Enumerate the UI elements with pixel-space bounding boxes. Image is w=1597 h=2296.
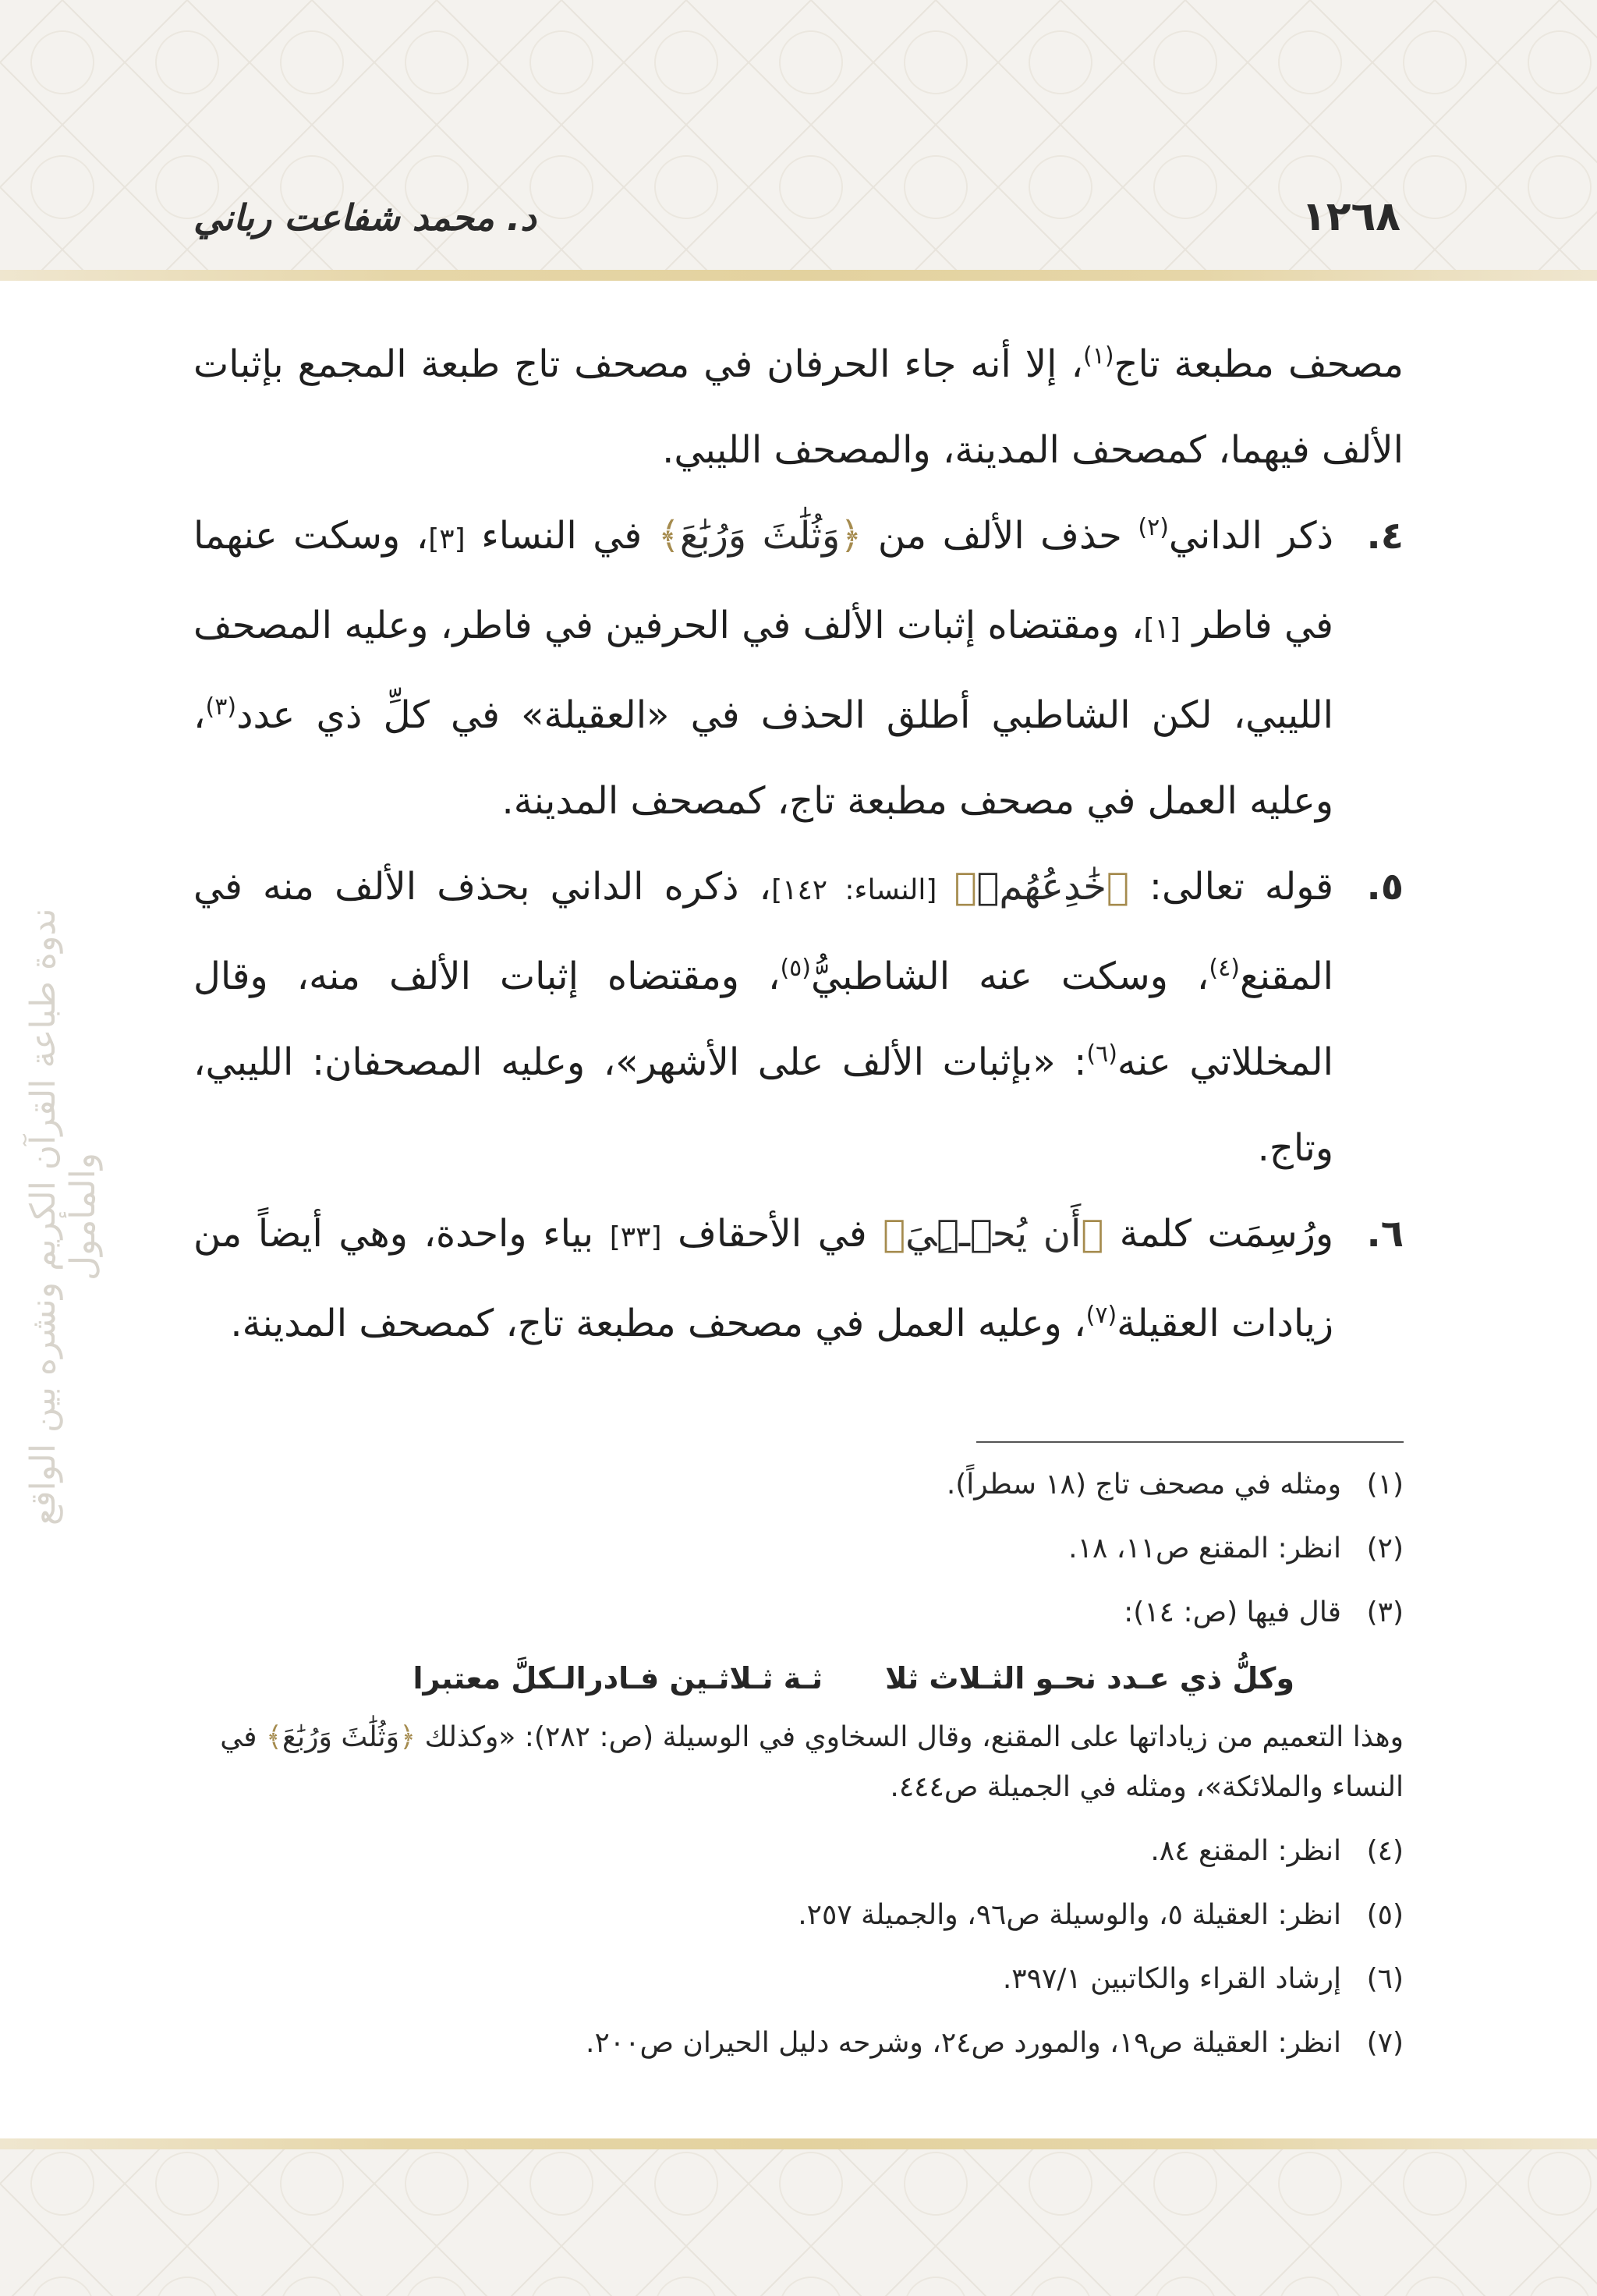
top-gold-band — [0, 270, 1597, 281]
intro-paragraph: مصحف مطبعة تاج$^{(١)}$، إلا أنه جاء الحرفان في مصحف تاج طبعة المجمع بإثبات الألف فيهما، كمصحف المدينة، والمصحف الليبي. — [193, 342, 1404, 472]
item-number: ٤. — [1366, 514, 1404, 558]
footnote: (٤) انظر: المقنع ٨٤. — [1150, 1835, 1404, 1867]
footnotes — [193, 1460, 1404, 2082]
footnote: (١) ومثله في مصحف تاج (١٨ سطراً). — [946, 1469, 1404, 1501]
main-text — [193, 321, 1404, 1366]
verse-reference: [النساء: ١٤٢] — [771, 874, 954, 906]
footnote-ref: (٥) — [780, 955, 812, 982]
footnote-ref: (٢) — [1138, 514, 1169, 541]
footnote: (٣) قال فيها (ص: ١٤): — [1124, 1596, 1404, 1628]
list-item: ٦. ورُسِمَت كلمة ﴿أَن يُحۡـِۧيَ﴾ في الأحقاف [٣٣] بياء واحدة، وهي أيضاً من زيادات العقيلة$^{(٧)}$، وعليه العمل في مصحف مطبعة تاج، كمصحف المدينة. — [193, 1191, 1404, 1366]
author-name: د. محمد شفاعت رباني — [193, 197, 536, 239]
footnote-ref: (٦) — [1086, 1040, 1117, 1068]
quran-text: أَن يُحۡـِۧيَ — [905, 1212, 1082, 1256]
footnote: (٧) انظر: العقيلة ص١٩، والمورد ص٢٤، وشرحه دليل الحيران ص٢٠٠. — [585, 2027, 1404, 2059]
footnote-continuation: وهذا التعميم من زياداتها على المقنع، وقال السخاوي في الوسيلة (ص: ٢٨٢): «وكذلك ﴿وَثُلَٰثَ وَرُبَٰعَ﴾ في النساء والملائكة»، ومثله في الجميلة ص٤٤٤. — [220, 1721, 1404, 1803]
verse-reference: [٣] — [428, 523, 466, 555]
bottom-gold-band — [0, 2138, 1597, 2149]
quran-text: وَثُلَٰثَ وَرُبَٰعَ — [282, 1721, 400, 1753]
footnote-ref: (١) — [1082, 342, 1114, 370]
footnote: (٥) انظر: العقيلة ٥، والوسيلة ص٩٦، والجميلة ٢٥٧. — [798, 1899, 1404, 1931]
verse-reference: [١] — [1143, 613, 1181, 645]
verse-reference: [٣٣] — [609, 1221, 662, 1253]
list-item: ٤. ذكر الداني$^{(٢)}$ حذف الألف من ﴿وَثُلَٰثَ وَرُبَٰعَ﴾ في النساء [٣]، وسكت عنهما في فاطر [١]، ومقتضاه إثبات الألف في الحرفين في فاطر، وعليه المصحف الليبي، لكن الشاطبي أطلق الحذف في «العقيلة» في كلِّ ذي عدد$^{(٣)}$، وعليه العمل في مصحف مطبعة تاج، كمصحف المدينة. — [193, 493, 1404, 844]
list-item: ٥. قوله تعالى: ﴿خَٰدِعُهُمۡ﴾ [النساء: ١٤٢]، ذكره الداني بحذف الألف منه في المقنع$^{(٤)}$، وسكت عنه الشاطبيُّ$^{(٥)}$، ومقتضاه إثبات الألف منه، وقال المخللاتي عنه$^{(٦)}$: «بإثبات الألف على الأشهر»، وعليه المصحفان: الليبي، وتاج. — [193, 844, 1404, 1191]
poem-verse — [193, 1653, 1404, 1703]
quran-text: وَثُلَٰثَ وَرُبَٰعَ — [679, 514, 841, 558]
quran-text: خَٰدِعُهُمۡ — [976, 865, 1107, 909]
item-number: ٦. — [1366, 1212, 1404, 1256]
side-symposium-title: ندوة طباعة القرآن الكريم ونشره بين الواقع والمأمول — [23, 908, 103, 1525]
footnote: (٦) إرشاد القراء والكاتبين ٣٩٧/١. — [1002, 1963, 1404, 1995]
footnote-ref: (٤) — [1209, 955, 1240, 982]
page-number: ١٢٦٨ — [1301, 193, 1400, 240]
footnote-ref: (٣) — [205, 693, 237, 721]
poem-hemistich: وكلُّ ذي عـدد نحـو الثـلاث ثلا — [885, 1661, 1294, 1695]
item-number: ٥. — [1366, 865, 1404, 909]
poem-hemistich: ثـة ثـلاثـين فـادرالـكلَّ معتبرا — [413, 1661, 823, 1695]
footnote-separator — [976, 1441, 1404, 1443]
footnote-ref: (٧) — [1085, 1302, 1117, 1329]
footnote: (٢) انظر: المقنع ص١١، ١٨. — [1068, 1532, 1404, 1564]
